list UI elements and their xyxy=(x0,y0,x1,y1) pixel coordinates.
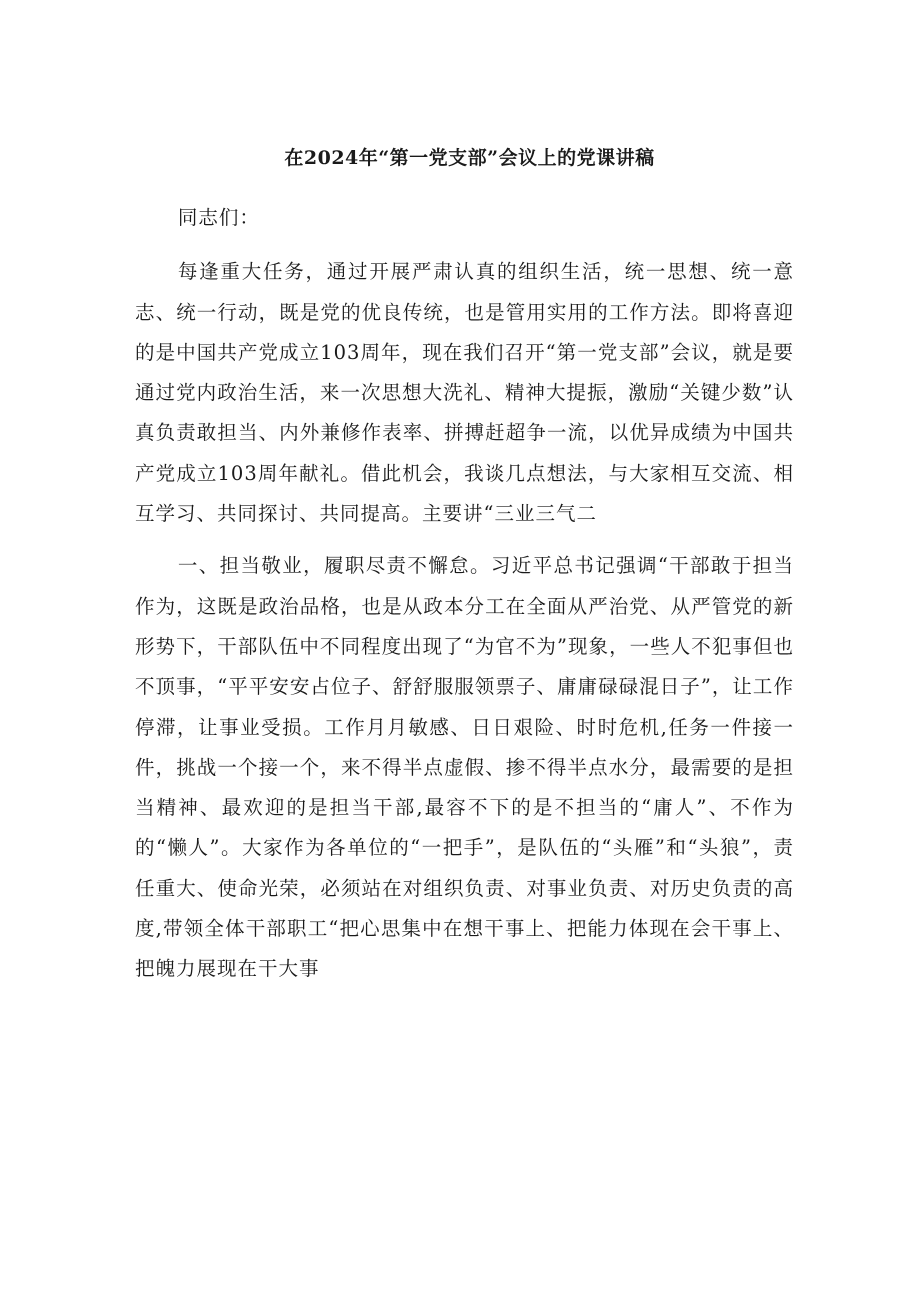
salutation: 同志们： xyxy=(177,206,260,229)
paragraph-section-one: 一、担当敬业，履职尽责不懈怠。习近平总书记强调“干部敢于担当作为，这既是政治品格，也是从政本分工在全面从严治党、从严管党的新形势下，干部队伍中不同程度出现了“为官不为”现象，一些人不犯事但也不顶事，“平平安安占位子、舒舒服服领票子、庸庸碌碌混日子”，让工作停滞，让事业受损。工作月月敏感、日日艰险、时时危机,任务一件接一件，挑战一个接一个，来不得半点虚假、掺不得半点水分，最需要的是担当精神、最欢迎的是担当干部,最容不下的是不担当的“庸人”、不作为的“懒人”。大家作为各单位的“一把手”，是队伍的“头雁”和“头狼”，责任重大、使命光荣，必须站在对组织负责、对事业负责、对历史负责的高度,带领全体干部职工“把心思集中在想干事上、把能力体现在会干事上、把魄力展现在干大事 xyxy=(135,554,794,981)
document-title: 在2024年“第一党支部”会议上的党课讲稿 xyxy=(284,147,655,169)
paragraph-intro: 每逢重大任务，通过开展严肃认真的组织生活，统一思想、统一意志、统一行动，既是党的优良传统，也是管用实用的工作方法。即将喜迎的是中国共产党成立103周年，现在我们召开“第一党支部”会议，就是要通过党内政治生活，来一次思想大洗礼、精神大提振，激励“关键少数”认真负责敢担当、内外兼修作表率、拼搏赶超争一流，以优异成绩为中国共产党成立103周年献礼。借此机会，我谈几点想法，与大家相互交流、相互学习、共同探讨、共同提高。主要讲“三业三气二 xyxy=(135,260,794,526)
